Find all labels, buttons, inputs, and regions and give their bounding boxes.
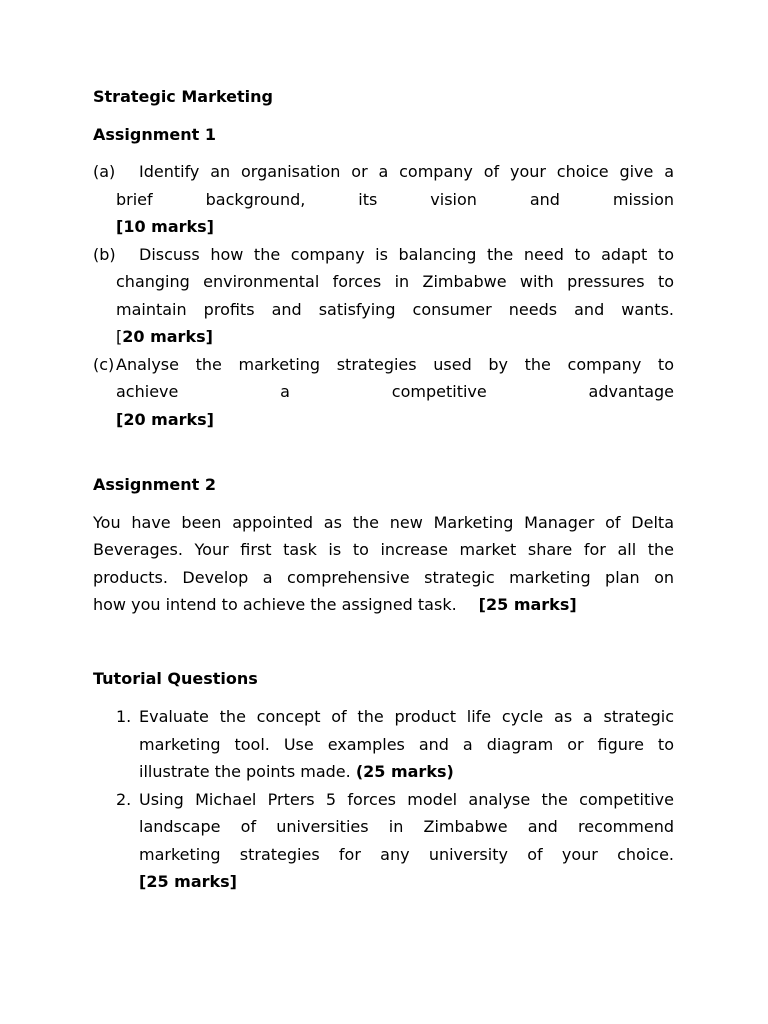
paragraph-line: Beverages. Your first task is to increase market share for all the <box>93 540 674 559</box>
item-text: brief background, its vision and mission <box>116 189 674 209</box>
tutorial-question-1 <box>93 703 674 786</box>
assignment-1-item-c <box>93 351 674 434</box>
item-text: Identify an organisation or a company of your choice give a <box>139 162 674 181</box>
item-label: (b) <box>93 244 116 264</box>
question-number: 2. <box>116 789 132 809</box>
marks-label: [10 marks] <box>116 217 214 236</box>
item-text: Analyse the marketing strategies used by the company to <box>116 354 674 374</box>
paragraph-line: how you intend to achieve the assigned task. <box>93 595 457 614</box>
item-text: achieve a competitive advantage <box>116 382 674 401</box>
marks-prefix: [ <box>116 327 123 346</box>
assignment-2-body <box>93 509 674 619</box>
tutorial-heading: Tutorial Questions <box>93 668 258 688</box>
paragraph-line: products. Develop a comprehensive strategic marketing plan on <box>93 567 674 587</box>
question-text: Using Michael Prters 5 forces model analyse the competitive <box>139 789 674 809</box>
marks-label: 20 marks] <box>122 327 213 346</box>
document-page <box>93 83 674 896</box>
question-text: Evaluate the concept of the product life cycle as a strategic <box>139 707 674 726</box>
item-text: changing environmental forces in Zimbabwe with pressures to <box>116 272 674 291</box>
assignment-1-item-b <box>93 241 674 351</box>
item-label: (c) <box>93 354 115 374</box>
item-text: maintain profits and satisfying consumer needs and wants. <box>116 299 674 319</box>
assignment-1-heading: Assignment 1 <box>93 124 217 144</box>
marks-label: [25 marks] <box>139 872 237 891</box>
question-number: 1. <box>116 707 132 726</box>
item-label: (a) <box>93 162 116 181</box>
item-text: Discuss how the company is balancing the need to adapt to <box>139 244 674 264</box>
marks-label: (25 marks) <box>355 762 454 781</box>
question-text: illustrate the points made. <box>139 762 351 781</box>
tutorial-question-2 <box>93 786 674 896</box>
question-text: marketing strategies for any university of your choice. <box>139 844 674 864</box>
paragraph-line: You have been appointed as the new Marketing Manager of Delta <box>93 512 674 532</box>
question-text: marketing tool. Use examples and a diagram or figure to <box>139 734 674 754</box>
question-text: landscape of universities in Zimbabwe and recommend <box>139 817 674 836</box>
assignment-2-heading: Assignment 2 <box>93 475 217 494</box>
assignment-1-item-a <box>93 158 674 241</box>
marks-label: [25 marks] <box>478 595 577 614</box>
marks-label: [20 marks] <box>116 409 214 429</box>
document-title: Strategic Marketing <box>93 87 273 106</box>
